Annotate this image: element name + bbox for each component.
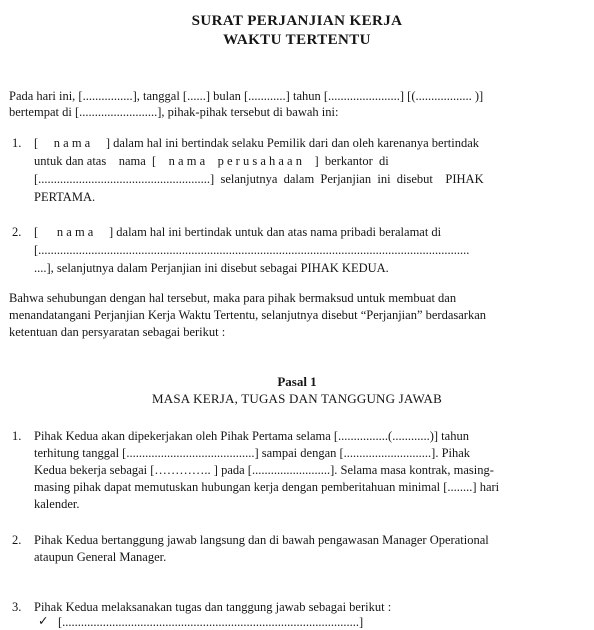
intro-line-2: bertempat di [.........................], pihak-pihak tersebut di bawah ini: — [9, 105, 339, 119]
clause-1-line-4: masing pihak dapat memutuskan hubungan kerja dengan pemberitahuan minimal [........] hari — [34, 480, 500, 494]
clause-3-line-1: Pihak Kedua melaksanakan tugas dan tanggung jawab sebagai berikut : — [34, 600, 392, 614]
statement-line-3: ketentuan dan persyaratan sebagai berikut : — [9, 325, 226, 339]
clause-1-line-3: Kedua bekerja sebagai [………….. ] pada [.........................]. Selama masa kontrak, masing- — [34, 463, 494, 477]
checkmark-icon: ✓ — [38, 614, 49, 628]
clause-3-number: 3. — [12, 600, 22, 614]
clause-2-line-2: ataupun General Manager. — [34, 550, 167, 564]
clause-3-check-item: [...............................................................................................] — [58, 615, 364, 629]
clause-1-line-2: terhitung tanggal [.........................................] sampai dengan [............................]. Pihak — [34, 446, 471, 460]
clause-1-line-1: Pihak Kedua akan dipekerjakan oleh Pihak Pertama selama [................(............)] tahun — [34, 429, 469, 443]
party-2-number: 2. — [12, 225, 22, 239]
statement-line-1: Bahwa sehubungan dengan hal tersebut, maka para pihak bermaksud untuk membuat dan — [9, 291, 457, 305]
party-1-number: 1. — [12, 136, 22, 150]
intro-line-1: Pada hari ini, [................], tanggal [......] bulan [............] tahun [.......................] [(.................. )] — [9, 89, 484, 103]
party-1-line-4: PERTAMA. — [34, 190, 96, 204]
clause-1-line-5: kalender. — [34, 497, 80, 511]
party-1-line-3: [.......................................................] selanjutnya dalam Perjanjian ini disebut PIHAK — [34, 172, 484, 186]
statement-line-2: menandatangani Perjanjian Kerja Waktu Tertentu, selanjutnya disebut “Perjanjian” berdasarkan — [9, 308, 486, 322]
party-2-line-1: [ n a m a ] dalam hal ini bertindak untuk dan atas nama pribadi beralamat di — [34, 225, 442, 239]
document-title-line2: WAKTU TERTENTU — [223, 32, 371, 48]
clause-1-number: 1. — [12, 429, 22, 443]
clause-2-number: 2. — [12, 533, 22, 547]
party-2-line-2: [.......................................................................................................................................... — [34, 243, 470, 257]
clause-2-line-1: Pihak Kedua bertanggung jawab langsung dan di bawah pengawasan Manager Operational — [34, 533, 489, 547]
party-1-line-1: [ n a m a ] dalam hal ini bertindak selaku Pemilik dari dan oleh karenanya bertindak — [34, 136, 479, 150]
party-2-line-3: ....], selanjutnya dalam Perjanjian ini disebut sebagai PIHAK KEDUA. — [34, 261, 389, 275]
pasal-number: Pasal 1 — [277, 374, 317, 389]
pasal-title: MASA KERJA, TUGAS DAN TANGGUNG JAWAB — [152, 391, 442, 406]
document-title-line1: SURAT PERJANJIAN KERJA — [191, 13, 403, 29]
party-1-line-2: untuk dan atas nama [ n a m a p e r u s a h a a n ] berkantor di — [34, 154, 389, 168]
